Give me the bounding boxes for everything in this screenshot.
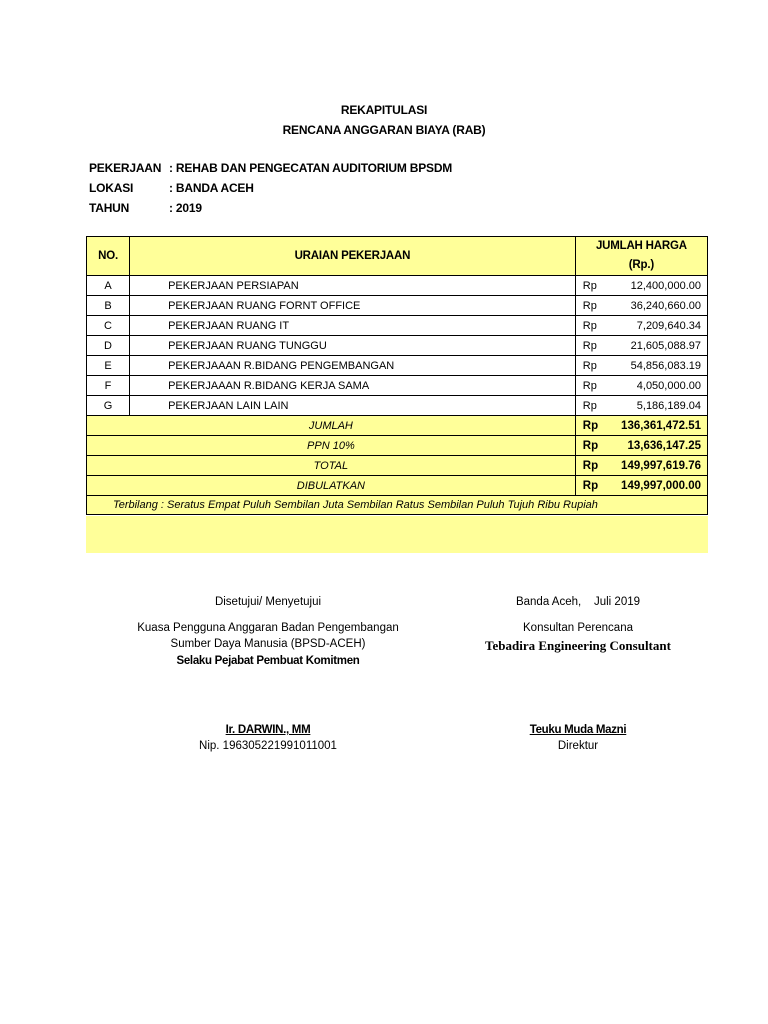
row-no: E	[87, 356, 130, 376]
summary-label: DIBULATKAN	[87, 476, 576, 496]
row-currency: Rp	[575, 276, 605, 296]
table-row	[87, 296, 708, 316]
summary-row-total	[87, 456, 708, 476]
summary-value: 149,997,000.00	[605, 476, 707, 496]
row-value: 36,240,660.00	[605, 296, 707, 316]
row-desc: PEKERJAAN LAIN LAIN	[130, 396, 576, 416]
tahun-value: : 2019	[169, 201, 202, 215]
table-row	[87, 316, 708, 336]
left-signatory-name: Ir. DARWIN., MM	[225, 724, 311, 736]
left-role: Selaku Pejabat Pembuat Komitmen	[176, 655, 360, 667]
header-no: NO.	[87, 237, 130, 276]
document-subtitle: RENCANA ANGGARAN BIAYA (RAB)	[282, 123, 486, 137]
row-currency: Rp	[575, 356, 605, 376]
summary-label: TOTAL	[87, 456, 576, 476]
row-no: D	[87, 336, 130, 356]
summary-row-jumlah	[87, 416, 708, 436]
right-role: Konsultan Perencana	[523, 622, 633, 634]
row-value: 21,605,088.97	[605, 336, 707, 356]
row-desc: PEKERJAAAN R.BIDANG PENGEMBANGAN	[130, 356, 576, 376]
terbilang-text: Terbilang : Seratus Empat Puluh Sembilan Juta Sembilan Ratus Sembilan Puluh Tujuh Ribu Rupiah	[87, 496, 708, 515]
row-no: B	[87, 296, 130, 316]
row-no: F	[87, 376, 130, 396]
row-value: 54,856,083.19	[605, 356, 707, 376]
header-jumlah-line2: (Rp.)	[628, 259, 654, 271]
right-signatory-name: Teuku Muda Mazni	[529, 724, 627, 736]
row-no: A	[87, 276, 130, 296]
summary-label: PPN 10%	[87, 436, 576, 456]
row-currency: Rp	[575, 396, 605, 416]
row-currency: Rp	[575, 296, 605, 316]
company-name: Tebadira Engineering Consultant	[485, 638, 671, 653]
lokasi-value: : BANDA ACEH	[169, 181, 254, 195]
summary-row-ppn	[87, 436, 708, 456]
row-desc: PEKERJAAAN R.BIDANG KERJA SAMA	[130, 376, 576, 396]
summary-currency: Rp	[575, 476, 605, 496]
row-currency: Rp	[575, 376, 605, 396]
row-no: G	[87, 396, 130, 416]
header-uraian: URAIAN PEKERJAAN	[130, 237, 576, 276]
summary-currency: Rp	[575, 416, 605, 436]
left-nip: Nip. 196305221991011001	[199, 740, 337, 752]
row-desc: PEKERJAAN RUANG FORNT OFFICE	[130, 296, 576, 316]
table-row	[87, 356, 708, 376]
table-row	[87, 376, 708, 396]
right-title: Direktur	[557, 740, 599, 752]
row-desc: PEKERJAAN RUANG IT	[130, 316, 576, 336]
pekerjaan-value: : REHAB DAN PENGECATAN AUDITORIUM BPSDM	[169, 161, 453, 175]
place-date: Banda Aceh, Juli 2019	[515, 596, 641, 608]
header-jumlah-line1: JUMLAH HARGA	[595, 240, 687, 252]
lokasi-label: LOKASI	[89, 181, 134, 195]
summary-label: JUMLAH	[87, 416, 576, 436]
rab-table	[86, 236, 708, 515]
row-value: 7,209,640.34	[605, 316, 707, 336]
tahun-label: TAHUN	[89, 201, 130, 215]
row-currency: Rp	[575, 316, 605, 336]
summary-value: 136,361,472.51	[605, 416, 707, 436]
summary-currency: Rp	[575, 456, 605, 476]
row-value: 12,400,000.00	[605, 276, 707, 296]
highlight-strip	[86, 516, 708, 553]
row-currency: Rp	[575, 336, 605, 356]
row-desc: PEKERJAAN RUANG TUNGGU	[130, 336, 576, 356]
summary-value: 13,636,147.25	[605, 436, 707, 456]
pekerjaan-label: PEKERJAAN	[89, 161, 162, 175]
row-desc: PEKERJAAN PERSIAPAN	[130, 276, 576, 296]
left-org-line2: Sumber Daya Manusia (BPSD-ACEH)	[170, 638, 366, 650]
row-value: 4,050,000.00	[605, 376, 707, 396]
table-row	[87, 396, 708, 416]
table-row	[87, 336, 708, 356]
table-header-row	[87, 237, 708, 276]
approval-text: Disetujui/ Menyetujui	[214, 596, 322, 608]
summary-currency: Rp	[575, 436, 605, 456]
left-org-line1: Kuasa Pengguna Anggaran Badan Pengembangan	[137, 622, 399, 634]
row-value: 5,186,189.04	[605, 396, 707, 416]
document-title: REKAPITULASI	[340, 103, 428, 117]
header-jumlah-harga	[575, 237, 707, 276]
row-no: C	[87, 316, 130, 336]
summary-value: 149,997,619.76	[605, 456, 707, 476]
terbilang-row	[87, 496, 708, 515]
summary-row-dibulatkan	[87, 476, 708, 496]
table-row	[87, 276, 708, 296]
